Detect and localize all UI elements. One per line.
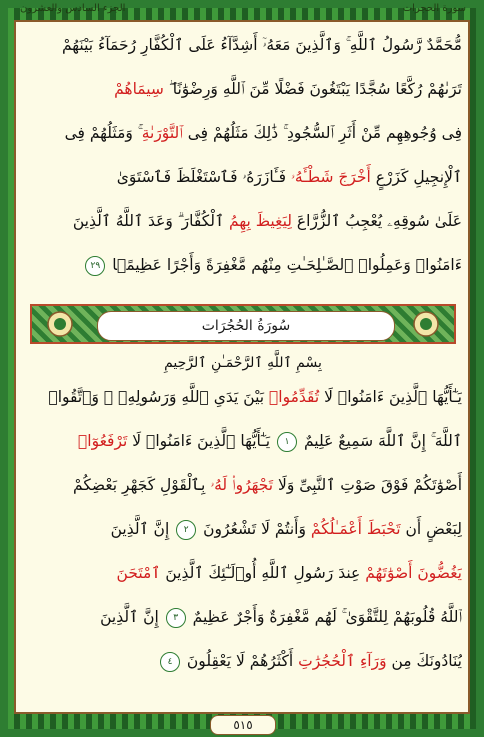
verse-line	[24, 512, 462, 546]
line-text: بِٱلْقَوْلِ كَجَهْرِ بَعْضِكُمْ	[73, 476, 211, 494]
line-text: ٱللَّهُ قُلُوبَهُمْ لِلتَّقْوَىٰ ۚ لَهُم مَّغْفِرَةٌ وَأَجْرٌ عَظِيمٌ	[187, 608, 462, 626]
line-text: بَيْنَ يَدَىِ ٱللَّهِ وَرَسُولِهِۦ ۖ وَٱتَّقُوا۟	[48, 388, 269, 406]
verse-line	[24, 28, 462, 62]
line-text: ٱلْكُفَّارَ ۗ وَعَدَ ٱللَّهُ ٱلَّذِينَ	[72, 212, 229, 230]
line-text: إِنَّ ٱلَّذِينَ	[100, 608, 164, 626]
highlight-word: يَغُضُّونَ أَصْوَٰتَهُمْ	[365, 564, 462, 582]
highlight-word: تُقَدِّمُوا۟	[269, 388, 320, 406]
line-text: عَلَىٰ سُوقِهِۦ يُعْجِبُ ٱلزُّرَّاعَ	[291, 212, 462, 230]
highlight-word: وَرَآءِ ٱلْحُجُرَٰتِ	[298, 652, 387, 670]
line-text: إِنَّ ٱلَّذِينَ	[110, 520, 175, 538]
verse-line	[24, 556, 462, 590]
ayah-number-marker: ١	[277, 432, 297, 452]
highlight-word: سِيمَاهُمْ	[114, 80, 164, 98]
line-text: أَصْوَٰتَكُمْ فَوْقَ صَوْتِ ٱلنَّبِىِّ وَلَا	[273, 476, 462, 494]
verse-line	[24, 160, 462, 194]
line-text: فِى وُجُوهِهِم مِّنْ أَثَرِ ٱلسُّجُودِ ۚ ذَٰلِكَ مَثَلُهُمْ فِى	[182, 124, 462, 142]
verse-line	[24, 424, 462, 458]
highlight-word: تَحْبَطَ أَعْمَـٰلُكُمْ	[310, 520, 401, 538]
verse-line	[24, 116, 462, 150]
highlight-word: أَخْرَجَ شَطْـَٔهُۥ	[291, 168, 371, 186]
highlight-word: تَجْهَرُوا۟ لَهُۥ	[210, 476, 274, 494]
surah-title: سُورَةُ الحُجُرَات	[97, 311, 395, 341]
line-text: وَأَنتُمْ لَا تَشْعُرُونَ	[198, 520, 311, 538]
line-text: ۚ وَمَثَلُهُمْ فِى	[64, 124, 142, 142]
line-text: مُّحَمَّدٌ رَّسُولُ ٱللَّهِ ۚ وَٱلَّذِينَ مَعَهُۥٓ أَشِدَّآءُ عَلَى ٱلْكُفَّارِ رُحَمَآءُ بَيْنَهُمْ	[61, 36, 462, 54]
verse-line	[24, 204, 462, 238]
line-text: فَـَٔازَرَهُۥ فَٱسْتَغْلَظَ فَٱسْتَوَىٰ	[116, 168, 291, 186]
basmala: بِسْمِ ٱللَّهِ ٱلرَّحْمَـٰنِ ٱلرَّحِيمِ	[164, 355, 322, 371]
page-number: ٥١٥	[210, 715, 276, 735]
surah-header: سورة الحجرات	[402, 3, 466, 14]
line-text: عِندَ رَسُولِ ٱللَّهِ أُو۟لَـٰٓئِكَ ٱلَّذِينَ	[160, 564, 366, 582]
line-text: يُنَادُونَكَ مِن	[386, 652, 462, 670]
verse-line	[24, 72, 462, 106]
ayah-number-marker: ٢	[176, 520, 196, 540]
highlight-word: ٱمْتَحَنَ	[116, 564, 161, 582]
ayah-number-marker: ٣	[166, 608, 186, 628]
verse-line	[24, 644, 462, 678]
verse-line	[24, 468, 462, 502]
ornament-icon	[406, 308, 446, 340]
verse-line	[24, 600, 462, 634]
line-text: أَكْثَرُهُمْ لَا يَعْقِلُونَ	[182, 652, 299, 670]
verse-line	[24, 380, 462, 414]
surah-title-banner	[30, 304, 456, 344]
line-text: ءَامَنُوا۟ وَعَمِلُوا۟ ٱلصَّـٰلِحَـٰتِ مِنْهُم مَّغْفِرَةً وَأَجْرًا عَظِيمًۢا	[112, 256, 462, 274]
ornament-icon	[40, 308, 80, 340]
line-text: ٱللَّهَ ۚ إِنَّ ٱللَّهَ سَمِيعٌ عَلِيمٌ	[299, 432, 462, 450]
highlight-word: ٱلتَّوْرَىٰةِ	[141, 124, 183, 142]
ayah-number-marker: ٤	[160, 652, 180, 672]
line-text: ٱلْإِنجِيلِ كَزَرْعٍ	[370, 168, 462, 186]
line-text: يَـٰٓأَيُّهَا ٱلَّذِينَ ءَامَنُوا۟ لَا	[319, 388, 462, 406]
line-text: يَـٰٓأَيُّهَا ٱلَّذِينَ ءَامَنُوا۟ لَا	[127, 432, 276, 450]
highlight-word: لِيَغِيظَ بِهِمُ	[229, 212, 292, 230]
ayah-number-marker: ٢٩	[85, 256, 105, 276]
highlight-word: تَرْفَعُوٓا۟	[77, 432, 128, 450]
verse-line	[24, 248, 462, 282]
line-text: لِبَعْضٍ أَن	[400, 520, 462, 538]
line-text: تَرَىٰهُمْ رُكَّعًا سُجَّدًا يَبْتَغُونَ فَضْلًا مِّنَ ٱللَّهِ وَرِضْوَٰنًا ۖ	[168, 80, 462, 98]
juz-header: الجزء السادس والعشرون	[20, 3, 126, 14]
